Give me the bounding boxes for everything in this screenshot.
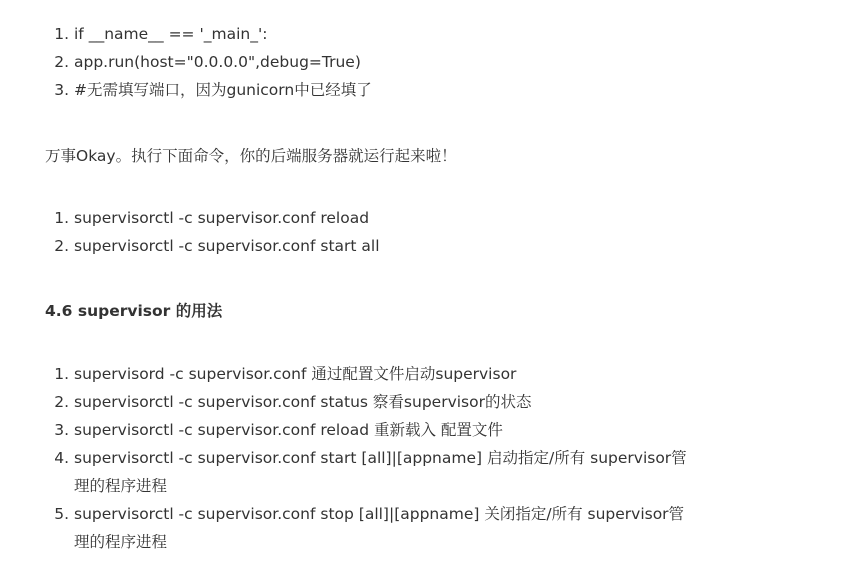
list-item: 1. if __name__ == '_main_': [74,20,694,48]
list-item: 2. supervisorctl -c supervisor.conf status 察看supervisor的状态 [74,388,694,416]
list-item: 3. #无需填写端口，因为gunicorn中已经填了 [74,76,694,104]
list-item: 1. supervisorctl -c supervisor.conf reload [74,204,694,232]
list-item: 1. supervisord -c supervisor.conf 通过配置文件启动supervisor [74,360,694,388]
list-item: 2. supervisorctl -c supervisor.conf start all [74,232,694,260]
code-list-commands [0,204,694,260]
list-item: 3. supervisorctl -c supervisor.conf reload 重新载入 配置文件 [74,416,694,444]
list-item: 4. supervisorctl -c supervisor.conf start [all]|[appname] 启动指定/所有 supervisor管理的程序进程 [74,444,694,500]
code-list-supervisor-usage [0,360,694,556]
body-paragraph: 万事Okay。执行下面命令，你的后端服务器就运行起来啦！ [45,147,457,165]
list-item: 5. supervisorctl -c supervisor.conf stop [all]|[appname] 关闭指定/所有 supervisor管理的程序进程 [74,500,694,556]
section-heading: 4.6 supervisor 的用法 [45,302,223,320]
list-item: 2. app.run(host="0.0.0.0",debug=True) [74,48,694,76]
code-list-run-app [0,20,694,104]
